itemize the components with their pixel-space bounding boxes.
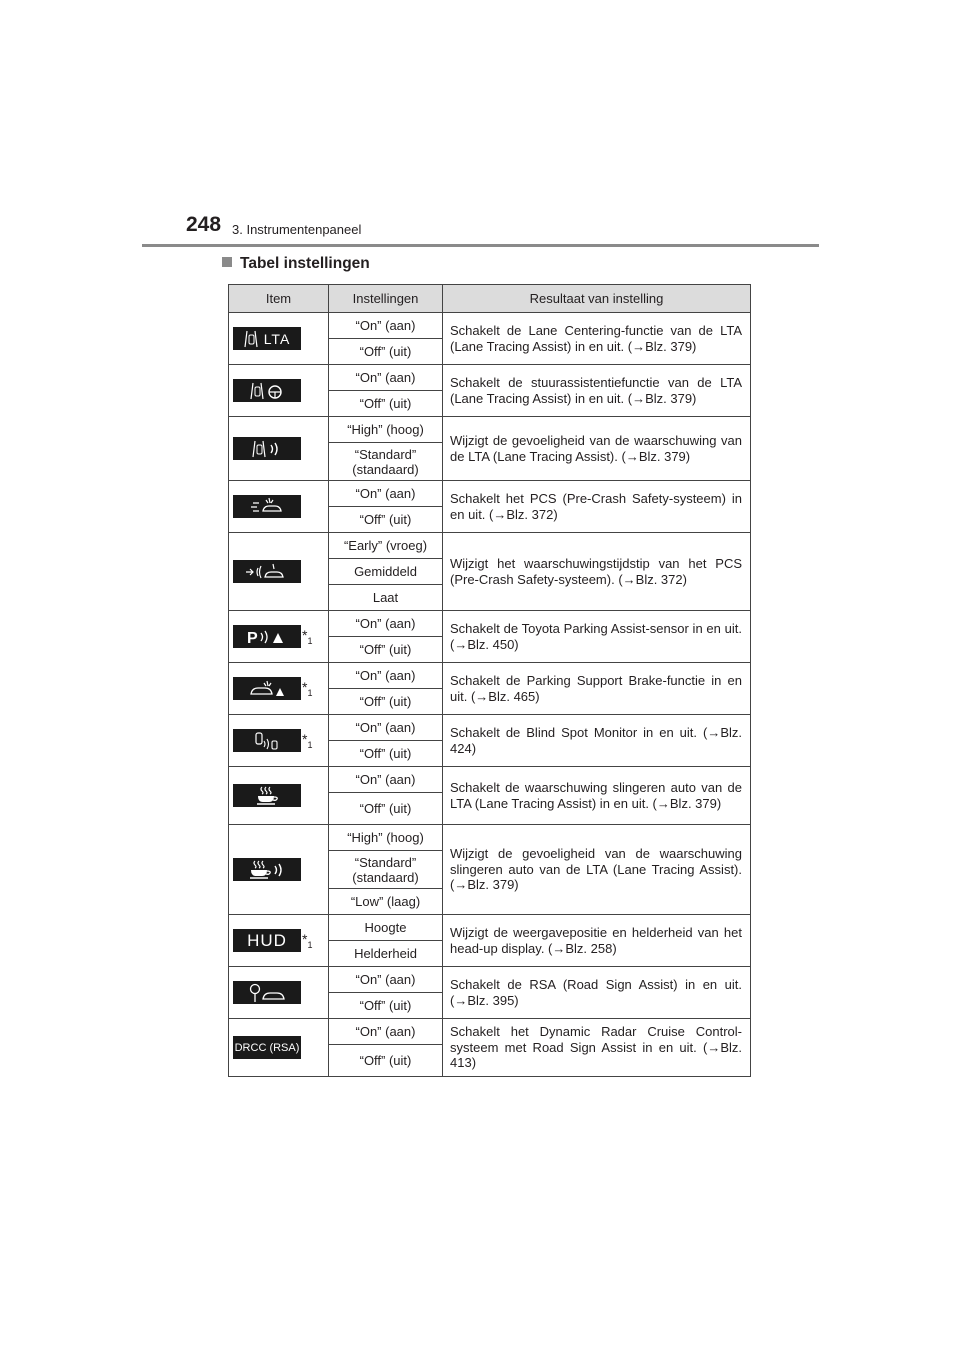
- table-row: [229, 365, 751, 391]
- setting-value: “Off” (uit): [329, 793, 443, 825]
- result-text: Schakelt de Blind Spot Monitor in en uit. (→Blz. 424): [443, 715, 751, 767]
- icon-cell: [229, 663, 329, 715]
- result-text: Schakelt het PCS (Pre-Crash Safety-systeem) in en uit. (→Blz. 372): [443, 481, 751, 533]
- setting-value: “On” (aan): [329, 967, 443, 993]
- coffee-cup-sensitivity-icon: [233, 858, 301, 881]
- header-instellingen: Instellingen: [329, 285, 443, 313]
- result-text: Wijzigt de gevoeligheid van de waarschuwing slingeren auto van de LTA (Lane Tracing Assist). (→Blz. 379): [443, 825, 751, 915]
- icon-cell: [229, 611, 329, 663]
- hud-icon-label: HUD: [247, 930, 287, 950]
- setting-value: “On” (aan): [329, 313, 443, 339]
- coffee-cup-icon: [233, 784, 301, 807]
- table-row: [229, 663, 751, 689]
- setting-value: Gemiddeld: [329, 559, 443, 585]
- drcc-rsa-icon: [233, 1036, 301, 1059]
- result-text: Schakelt de RSA (Road Sign Assist) in en uit. (→Blz. 395): [443, 967, 751, 1019]
- drcc-icon-label: DRCC (RSA): [234, 1041, 300, 1054]
- setting-value: “On” (aan): [329, 767, 443, 793]
- parking-sensor-icon: [233, 625, 301, 648]
- result-text: Schakelt de stuurassistentiefunctie van de LTA (Lane Tracing Assist) in en uit. (→Blz. 379): [443, 365, 751, 417]
- icon-cell: [229, 533, 329, 611]
- table-row: [229, 481, 751, 507]
- lta-sensitivity-icon: [233, 437, 301, 460]
- setting-value: “High” (hoog): [329, 417, 443, 443]
- result-text: Schakelt het Dynamic Radar Cruise Control-systeem met Road Sign Assist in en uit. (→Blz. 413): [443, 1019, 751, 1077]
- result-text: Wijzigt het waarschuwingstijdstip van het PCS (Pre-Crash Safety-systeem). (→Blz. 372): [443, 533, 751, 611]
- square-bullet-icon: [222, 257, 232, 267]
- icon-cell: [229, 967, 329, 1019]
- setting-value: “On” (aan): [329, 365, 443, 391]
- setting-value: “High” (hoog): [329, 825, 443, 851]
- settings-table: [228, 284, 751, 1077]
- setting-value: Helderheid: [329, 941, 443, 967]
- parking-support-brake-icon: [233, 677, 301, 700]
- icon-cell: [229, 825, 329, 915]
- table-row: [229, 1019, 751, 1045]
- table-row: [229, 313, 751, 339]
- footnote-marker: $*_1$: [302, 730, 313, 750]
- icon-cell: [229, 481, 329, 533]
- setting-value: “Off” (uit): [329, 993, 443, 1019]
- icon-cell: [229, 417, 329, 481]
- setting-value: “Off” (uit): [329, 689, 443, 715]
- setting-value: “On” (aan): [329, 611, 443, 637]
- footnote-marker: $*_1$: [302, 678, 313, 698]
- header-divider: [142, 244, 819, 247]
- icon-cell: [229, 715, 329, 767]
- table-row: [229, 967, 751, 993]
- setting-value: “Off” (uit): [329, 741, 443, 767]
- table-row: [229, 767, 751, 793]
- icon-cell: [229, 365, 329, 417]
- table-row: [229, 915, 751, 941]
- setting-value: “Low” (laag): [329, 889, 443, 915]
- setting-value: “On” (aan): [329, 1019, 443, 1045]
- setting-value: “Off” (uit): [329, 1045, 443, 1077]
- icon-cell: [229, 313, 329, 365]
- setting-value: “Standard” (standaard): [329, 443, 443, 481]
- lta-icon-label: LTA: [263, 330, 291, 347]
- setting-value: “On” (aan): [329, 715, 443, 741]
- setting-value: Hoogte: [329, 915, 443, 941]
- setting-value: “Early” (vroeg): [329, 533, 443, 559]
- result-text: Schakelt de Toyota Parking Assist-sensor in en uit. (→Blz. 450): [443, 611, 751, 663]
- table-row: [229, 611, 751, 637]
- pcs-icon: [233, 495, 301, 518]
- setting-value: “Off” (uit): [329, 339, 443, 365]
- setting-value: “On” (aan): [329, 663, 443, 689]
- section-title: Tabel instellingen: [240, 255, 370, 272]
- pcs-timing-icon: [233, 560, 301, 583]
- table-row: [229, 533, 751, 559]
- table-row: [229, 417, 751, 443]
- table-row: [229, 715, 751, 741]
- setting-value: “Off” (uit): [329, 391, 443, 417]
- result-text: Wijzigt de gevoeligheid van de waarschuwing van de LTA (Lane Tracing Assist). (→Blz. 379): [443, 417, 751, 481]
- setting-value: “Standard” (standaard): [329, 851, 443, 889]
- icon-cell: [229, 915, 329, 967]
- section-heading: [222, 255, 370, 273]
- result-text: Schakelt de waarschuwing slingeren auto van de LTA (Lane Tracing Assist) in en uit. (→Blz. 379): [443, 767, 751, 825]
- header-item: Item: [229, 285, 329, 313]
- road-sign-assist-icon: [233, 981, 301, 1004]
- setting-value: Laat: [329, 585, 443, 611]
- setting-value: “On” (aan): [329, 481, 443, 507]
- setting-value: “Off” (uit): [329, 637, 443, 663]
- table-header-row: [229, 285, 751, 313]
- header-resultaat: Resultaat van instelling: [443, 285, 751, 313]
- steering-assist-icon: [233, 379, 301, 402]
- icon-cell: [229, 767, 329, 825]
- footnote-marker: $*_1$: [302, 930, 313, 950]
- blind-spot-monitor-icon: [233, 729, 301, 752]
- lta-lane-centering-icon: [233, 327, 301, 350]
- table-row: [229, 825, 751, 851]
- page-number: 248: [186, 213, 222, 236]
- svg-text:P: P: [247, 629, 258, 647]
- footnote-marker: $*_1$: [302, 626, 313, 646]
- hud-icon: [233, 929, 301, 952]
- result-text: Wijzigt de weergavepositie en helderheid van het head-up display. (→Blz. 258): [443, 915, 751, 967]
- setting-value: “Off” (uit): [329, 507, 443, 533]
- result-text: Schakelt de Lane Centering-functie van de LTA (Lane Tracing Assist) in en uit. (→Blz. 379): [443, 313, 751, 365]
- result-text: Schakelt de Parking Support Brake-functie in en uit. (→Blz. 465): [443, 663, 751, 715]
- icon-cell: [229, 1019, 329, 1077]
- chapter-title: 3. Instrumentenpaneel: [232, 222, 362, 237]
